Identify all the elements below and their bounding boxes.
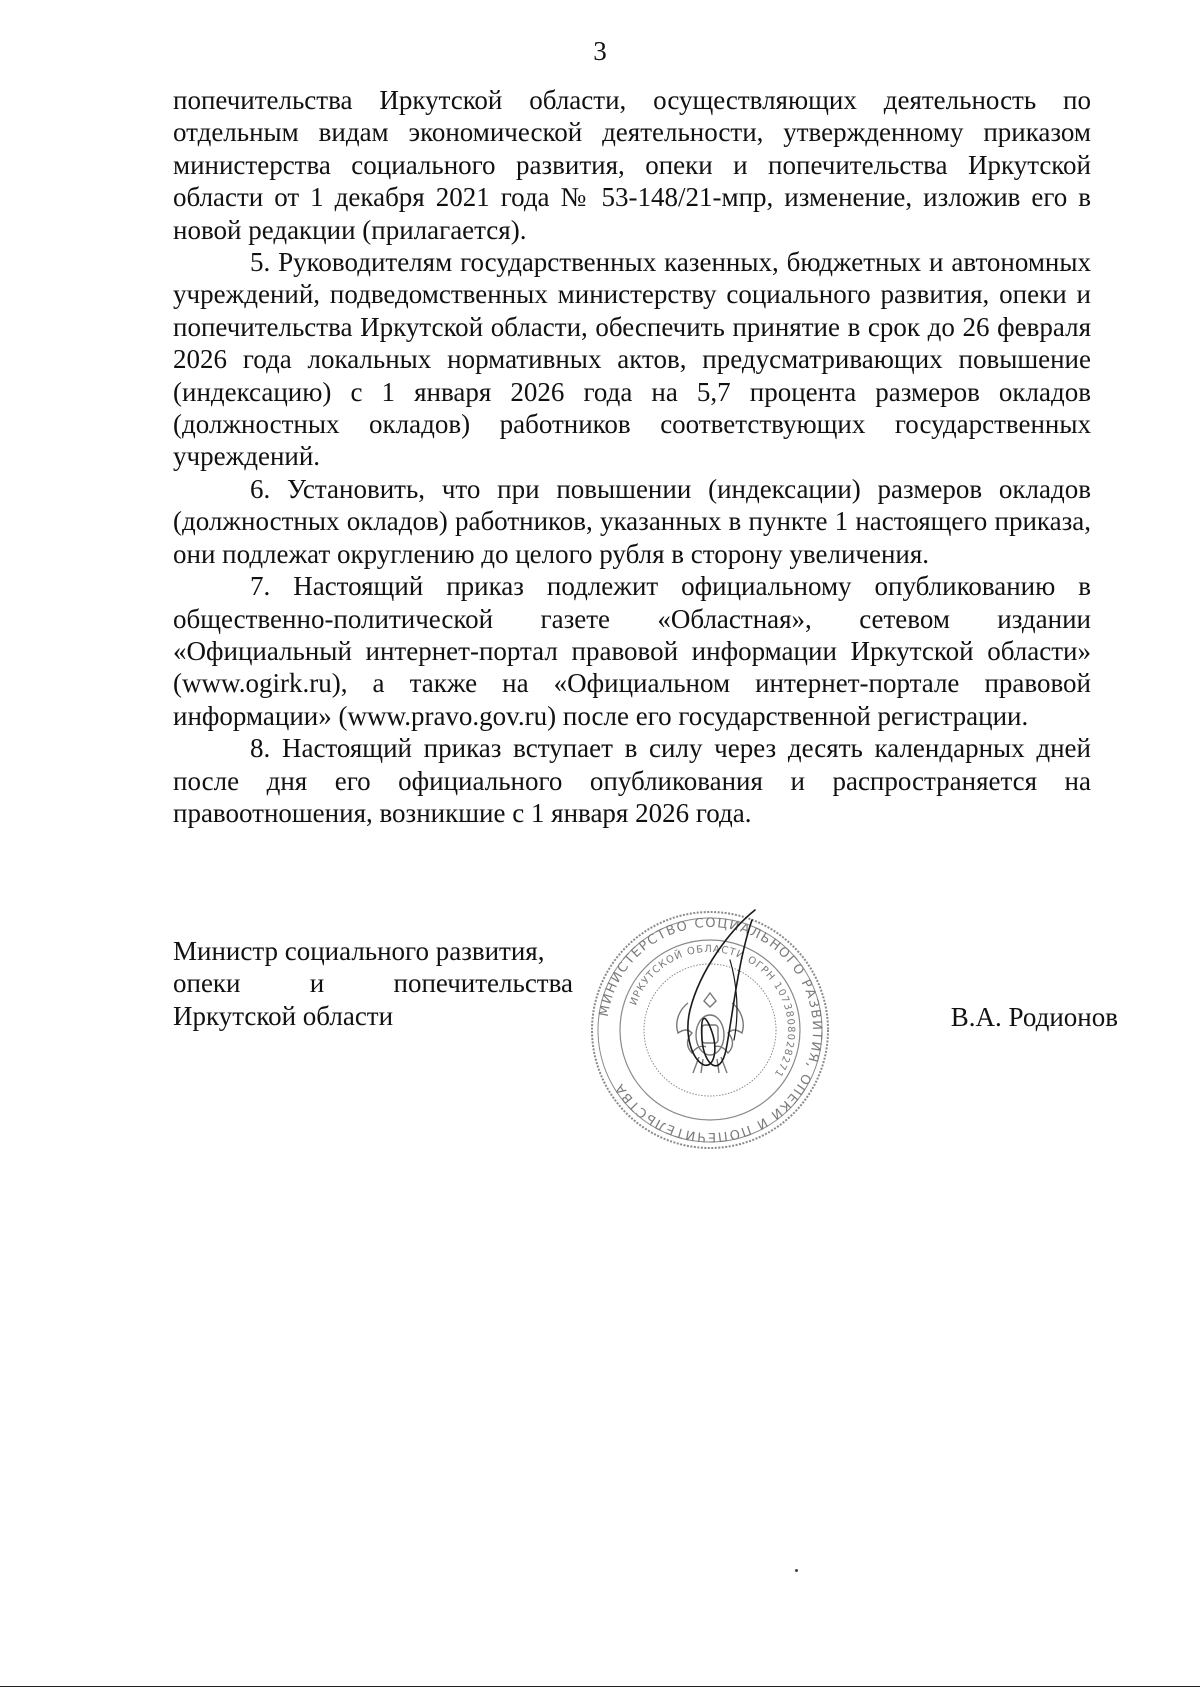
signatory-title-line-3: Иркутской области (173, 1000, 394, 1031)
signatory-title-word: попечительства (393, 968, 573, 999)
paragraph-item-6: 6. Установить, что при повышении (индексации) размеров окладов (должностных окладов) работников, указанных в пункте 1 настоящего приказа, они подлежат округлению до целого рубля в сторону увеличения. (173, 473, 1091, 569)
paragraph-item-7: 7. Настоящий приказ подлежит официальному опубликованию в общественно-политической газете «Областная», сетевом издании «Официальный интернет-портал правовой информации Иркутской области» (www.ogirk.ru), а также на «Официальном интернет-портале правовой информации» (www.pravo.gov.ru) после его государственной регистрации. (173, 571, 1091, 731)
signatory-name: В.А. Родионов (950, 1002, 1118, 1032)
signatory-title-word: опеки (173, 968, 241, 999)
seal-outer-text: МИНИСТЕРСТВО СОЦИАЛЬНОГО РАЗВИТИЯ, ОПЕКИ И ПОПЕЧИТЕЛЬСТВА (596, 915, 825, 1145)
handwritten-signature (640, 900, 790, 1090)
paragraph-continuation: попечительства Иркутской области, осуществляющих деятельность по отдельным видам экономической деятельности, утвержденному приказом министерства социального развития, опеки и попечительства Иркутской области от 1 декабря 2021 года № 53-148/21-мпр, изменение, изложив его в новой редакции (прилагается). (173, 85, 1091, 245)
document-body (173, 84, 1091, 829)
signatory-title-line-1: Министр социального развития, (173, 936, 545, 966)
page-number: 3 (593, 36, 607, 66)
paragraph-item-8: 8. Настоящий приказ вступает в силу через десять календарных дней после дня его официального опубликования и распространяется на правоотношения, возникшие с 1 января 2026 года. (173, 733, 1091, 828)
page-bottom-rule (0, 1686, 1200, 1687)
paragraph-item-5: 5. Руководителям государственных казенных, бюджетных и автономных учреждений, подведомственных министерству социального развития, опеки и попечительства Иркутской области, обеспечить принятие в срок до 26 февраля 2026 года локальных нормативных актов, предусматривающих повышение (индексацию) с 1 января 2026 года на 5,7 процента размеров окладов (должностных окладов) работников соответствующих государственных учреждений. (173, 247, 1091, 472)
signatory-title-word: и (309, 968, 325, 999)
signatory-title-line-2 (173, 967, 573, 999)
signatory-title (173, 935, 573, 1032)
seal-inner-text: ИРКУТСКОЙ ОБЛАСТИ ОГРН 1073808028271 (628, 943, 797, 1080)
scan-speck (795, 1569, 798, 1572)
